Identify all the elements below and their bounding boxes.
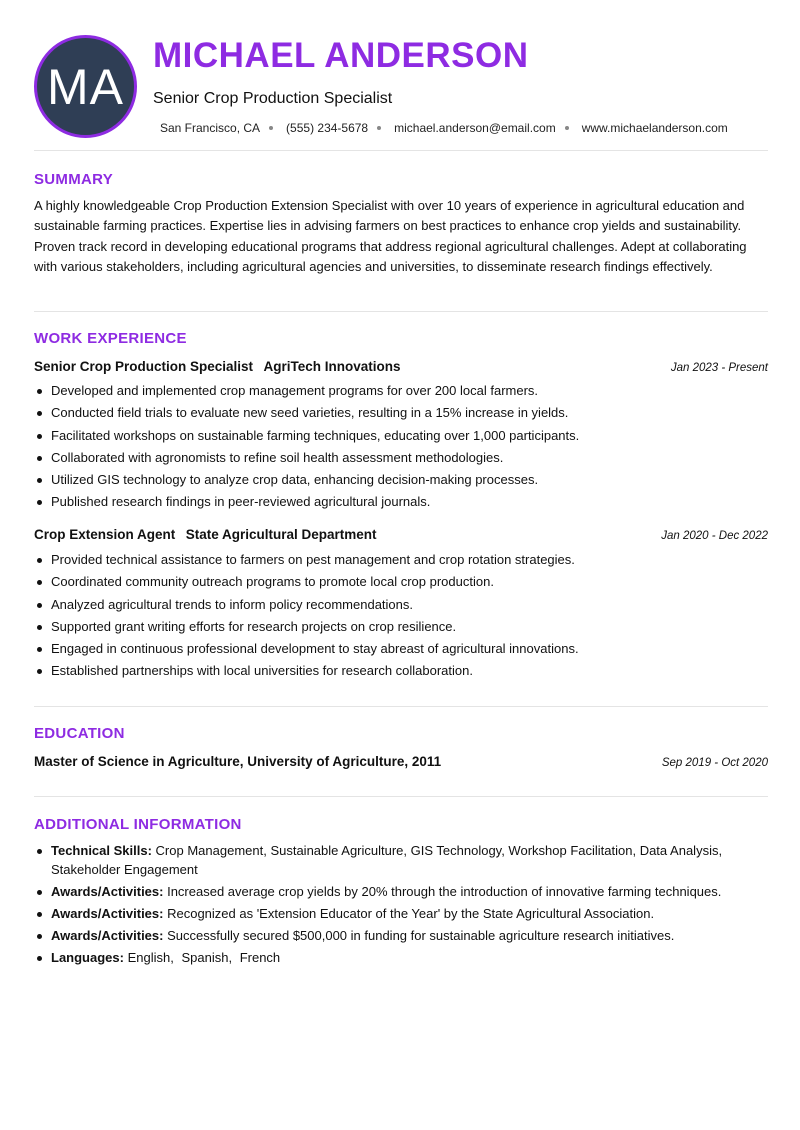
education-heading: EDUCATION (34, 725, 125, 742)
language: Spanish, (181, 950, 233, 966)
list-item: Published research findings in peer-reviewed agricultural journals. (34, 491, 768, 513)
list-item: Provided technical assistance to farmers on pest management and crop rotation strategies. (34, 549, 768, 571)
job-role: Senior Crop Production Specialist (34, 359, 254, 374)
job-company: AgriTech Innovations (263, 359, 401, 374)
job-dates: Jan 2023 - Present (670, 362, 768, 374)
contact-location: San Francisco, CA (160, 121, 261, 135)
contact-phone: (555) 234-5678 (286, 121, 369, 135)
experience-heading: WORK EXPERIENCE (34, 330, 187, 347)
education-degree: Master of Science in Agriculture, University of Agriculture, 2011 (34, 754, 442, 769)
list-item (34, 927, 768, 946)
contact-website[interactable]: www.michaelanderson.com (581, 121, 728, 135)
job-role: Crop Extension Agent (34, 527, 176, 542)
divider (34, 311, 768, 312)
education-dates: Sep 2019 - Oct 2020 (661, 757, 768, 769)
info-text: Successfully secured $500,000 in funding for sustainable agriculture research initiatives. (167, 927, 675, 943)
summary-heading: SUMMARY (34, 171, 114, 188)
candidate-title: Senior Crop Production Specialist (153, 90, 393, 107)
summary-text: A highly knowledgeable Crop Production Extension Specialist with over 10 years of experience in agricultural education and sustainable farming practices. Expertise lies in advising farmers on best practices to enhance crop yields and sustainability. Proven track record in developing educational programs that address regional agricultural challenges. Adept at collaborating with various stakeholders, including agricultural agencies and universities, to disseminate research findings effectively. (34, 198, 747, 274)
avatar (34, 35, 137, 138)
info-text: Crop Management, Sustainable Agriculture, GIS Technology, Workshop Facilitation, Data Analysis, Stakeholder Engagement (51, 843, 723, 877)
avatar-initials: MA (47, 58, 124, 115)
divider (34, 706, 768, 707)
divider (34, 796, 768, 797)
info-label: Languages: (51, 950, 124, 966)
list-item: Analyzed agricultural trends to inform policy recommendations. (34, 594, 768, 616)
separator-dot (377, 126, 381, 130)
job-company: State Agricultural Department (185, 527, 377, 542)
info-label: Awards/Activities: (51, 927, 164, 943)
additional-heading: ADDITIONAL INFORMATION (34, 816, 242, 833)
list-item: Facilitated workshops on sustainable farming techniques, educating over 1,000 participants. (34, 425, 768, 447)
job-bullet-list (34, 380, 768, 514)
separator-dot (269, 126, 273, 130)
contact-email[interactable]: michael.anderson@email.com (394, 121, 556, 135)
contact-row (160, 121, 728, 135)
candidate-name: MICHAEL ANDERSON (153, 36, 529, 75)
info-text: Increased average crop yields by 20% through the introduction of innovative farming techniques. (167, 883, 722, 899)
list-item: Established partnerships with local universities for research collaboration. (34, 660, 768, 682)
job-bullet-list (34, 549, 768, 683)
info-label: Awards/Activities: (51, 905, 164, 921)
list-item: Conducted field trials to evaluate new seed varieties, resulting in a 15% increase in yields. (34, 402, 768, 424)
list-item: Coordinated community outreach programs to promote local crop production. (34, 571, 768, 593)
job-header (34, 526, 768, 544)
list-item: Supported grant writing efforts for research projects on crop resilience. (34, 616, 768, 638)
list-item-languages (34, 949, 768, 968)
language: French (239, 950, 281, 966)
info-label: Technical Skills: (51, 843, 152, 858)
list-item (34, 842, 768, 879)
list-item (34, 883, 768, 902)
job-header (34, 358, 768, 376)
additional-list (34, 842, 768, 971)
education-entry (34, 754, 768, 769)
info-label: Awards/Activities: (51, 883, 164, 899)
list-item (34, 905, 768, 924)
divider (34, 150, 768, 151)
list-item: Collaborated with agronomists to refine soil health assessment methodologies. (34, 447, 768, 469)
list-item: Developed and implemented crop management programs for over 200 local farmers. (34, 380, 768, 402)
separator-dot (565, 126, 569, 130)
language: English, (127, 950, 174, 966)
list-item: Engaged in continuous professional development to stay abreast of agricultural innovations. (34, 638, 768, 660)
list-item: Utilized GIS technology to analyze crop data, enhancing decision-making processes. (34, 469, 768, 491)
job-dates: Jan 2020 - Dec 2022 (661, 530, 768, 542)
info-text: Recognized as 'Extension Educator of the Year' by the State Agricultural Association. (167, 905, 655, 921)
